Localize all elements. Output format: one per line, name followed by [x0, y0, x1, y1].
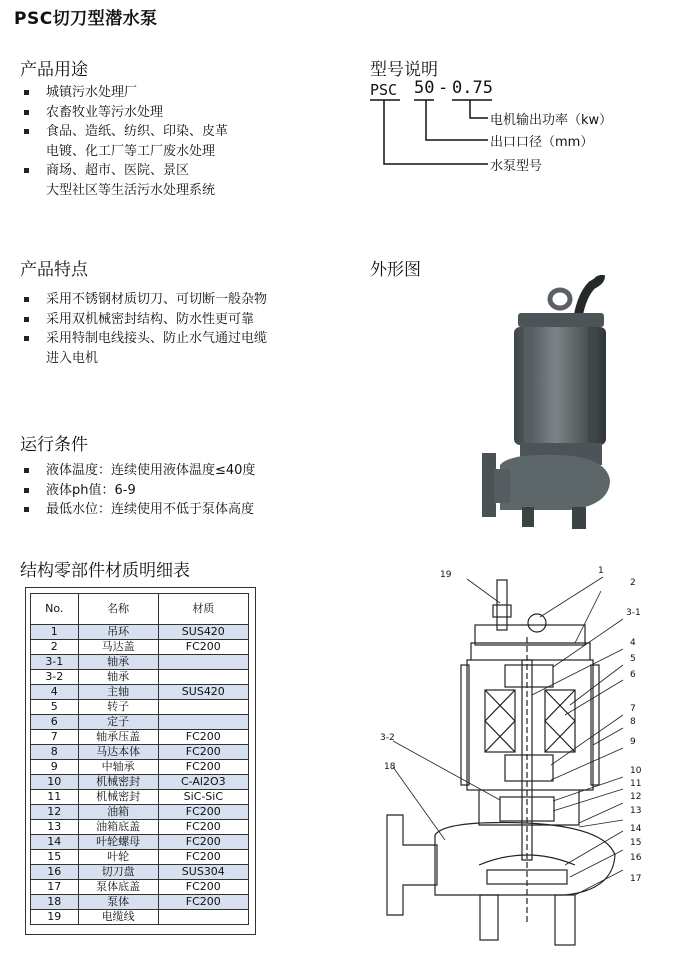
callout-5: 5	[630, 654, 636, 664]
condition-item	[20, 461, 350, 481]
cell-name: 中轴承	[78, 760, 158, 775]
callout-3-1: 3-1	[626, 608, 641, 618]
usage-list	[20, 83, 350, 200]
table-row	[31, 655, 249, 670]
parts-table-header	[31, 594, 249, 625]
cell-name: 吊环	[78, 625, 158, 640]
callout-6: 6	[630, 670, 636, 680]
cell-name: 叶轮螺母	[78, 835, 158, 850]
cell-no: 11	[31, 790, 79, 805]
table-row	[31, 865, 249, 880]
table-row	[31, 760, 249, 775]
callout-17: 17	[630, 874, 642, 884]
cell-material: SUS420	[158, 685, 248, 700]
callout-1: 1	[598, 566, 604, 576]
callout-8: 8	[630, 717, 636, 727]
model-heading: 型号说明	[370, 60, 438, 80]
cell-name: 轴承	[78, 670, 158, 685]
appearance-heading: 外形图	[370, 260, 421, 280]
cell-name: 切刀盘	[78, 865, 158, 880]
header-no: No.	[31, 594, 79, 625]
cell-material	[158, 910, 248, 925]
cell-name: 轴承压盖	[78, 730, 158, 745]
callout-14: 14	[630, 824, 642, 834]
cell-name: 定子	[78, 715, 158, 730]
usage-heading: 产品用途	[20, 60, 88, 80]
feature-item	[20, 310, 350, 330]
table-row	[31, 745, 249, 760]
usage-item	[20, 103, 350, 123]
cell-material: FC200	[158, 640, 248, 655]
feature-item-text: 采用特制电线接头、防止水气通过电缆	[46, 331, 268, 346]
table-row	[31, 670, 249, 685]
table-row	[31, 910, 249, 925]
cell-no: 15	[31, 850, 79, 865]
cell-material: FC200	[158, 730, 248, 745]
table-row	[31, 700, 249, 715]
cell-material: FC200	[158, 820, 248, 835]
callout-11: 11	[630, 779, 642, 789]
callout-2: 2	[630, 578, 636, 588]
cell-no: 12	[31, 805, 79, 820]
bullet-icon	[24, 110, 29, 115]
condition-item	[20, 481, 350, 501]
bullet-icon	[24, 168, 29, 173]
cell-name: 泵体底盖	[78, 880, 158, 895]
bullet-icon	[24, 468, 29, 473]
callout-3-2: 3-2	[380, 733, 395, 743]
cell-name: 主轴	[78, 685, 158, 700]
model-dash: -	[438, 78, 449, 98]
usage-item-text-cont: 大型社区等生活污水处理系统	[46, 182, 216, 198]
table-row	[31, 850, 249, 865]
callout-10: 10	[630, 766, 642, 776]
model-label-outlet: 出口口径（mm）	[490, 135, 594, 150]
cell-name: 油箱底盖	[78, 820, 158, 835]
cell-name: 机械密封	[78, 775, 158, 790]
model-label-power: 电机输出功率（kw）	[490, 113, 613, 128]
cell-no: 4	[31, 685, 79, 700]
feature-item-text: 采用不锈钢材质切刀、可切断一般杂物	[46, 292, 268, 307]
cell-material: SiC-SiC	[158, 790, 248, 805]
callout-7: 7	[630, 704, 636, 714]
cell-no: 13	[31, 820, 79, 835]
model-diameter: 50	[414, 78, 435, 98]
cell-no: 2	[31, 640, 79, 655]
bullet-icon	[24, 507, 29, 512]
cell-name: 电缆线	[78, 910, 158, 925]
usage-item-text: 商场、超市、医院、景区	[46, 163, 190, 178]
feature-item	[20, 290, 350, 310]
cell-no: 17	[31, 880, 79, 895]
parts-heading: 结构零部件材质明细表	[20, 561, 190, 581]
cell-no: 8	[31, 745, 79, 760]
feature-item-text-cont: 进入电机	[46, 350, 99, 366]
usage-item-text: 城镇污水处理厂	[46, 85, 138, 100]
cell-name: 马达盖	[78, 640, 158, 655]
cross-section-drawing	[375, 565, 680, 960]
features-list	[20, 290, 350, 368]
conditions-list	[20, 461, 350, 520]
usage-item-text-cont: 电镀、化工厂等工厂废水处理	[46, 143, 216, 159]
model-prefix: PSC	[370, 81, 398, 99]
table-row	[31, 895, 249, 910]
cell-material	[158, 715, 248, 730]
table-row	[31, 880, 249, 895]
cell-name: 马达本体	[78, 745, 158, 760]
bullet-icon	[24, 129, 29, 134]
table-row	[31, 730, 249, 745]
table-row	[31, 625, 249, 640]
condition-item-text: 最低水位：连续使用不低于泵体高度	[46, 502, 255, 517]
table-row	[31, 790, 249, 805]
cell-material: SUS420	[158, 625, 248, 640]
bullet-icon	[24, 488, 29, 493]
cell-no: 5	[31, 700, 79, 715]
usage-item	[20, 83, 350, 103]
cell-material	[158, 670, 248, 685]
conditions-heading: 运行条件	[20, 435, 88, 455]
cell-name: 叶轮	[78, 850, 158, 865]
cell-material	[158, 655, 248, 670]
model-diagram	[370, 78, 700, 188]
table-row	[31, 805, 249, 820]
cell-material: FC200	[158, 850, 248, 865]
callout-4: 4	[630, 638, 636, 648]
callout-12: 12	[630, 792, 642, 802]
cell-material: FC200	[158, 760, 248, 775]
cell-material: FC200	[158, 805, 248, 820]
cell-no: 18	[31, 895, 79, 910]
callout-19: 19	[440, 570, 452, 580]
cell-name: 油箱	[78, 805, 158, 820]
bullet-icon	[24, 317, 29, 322]
table-row	[31, 820, 249, 835]
table-row	[31, 640, 249, 655]
cell-name: 转子	[78, 700, 158, 715]
callout-9: 9	[630, 737, 636, 747]
features-heading: 产品特点	[20, 260, 88, 280]
cell-no: 19	[31, 910, 79, 925]
cell-no: 1	[31, 625, 79, 640]
callout-16: 16	[630, 853, 642, 863]
callout-13: 13	[630, 806, 642, 816]
cell-material: FC200	[158, 835, 248, 850]
usage-item	[20, 161, 350, 200]
cell-no: 3-1	[31, 655, 79, 670]
cell-material: FC200	[158, 880, 248, 895]
cell-name: 泵体	[78, 895, 158, 910]
header-name: 名称	[78, 594, 158, 625]
condition-item-text: 液体温度：连续使用液体温度≤40度	[46, 463, 256, 478]
model-label-type: 水泵型号	[490, 159, 543, 174]
table-row	[31, 775, 249, 790]
cell-material: C-Al2O3	[158, 775, 248, 790]
feature-item	[20, 329, 350, 368]
parts-table	[30, 593, 249, 925]
cell-material: FC200	[158, 895, 248, 910]
cell-no: 14	[31, 835, 79, 850]
cell-material: SUS304	[158, 865, 248, 880]
condition-item	[20, 500, 350, 520]
cell-material: FC200	[158, 745, 248, 760]
bullet-icon	[24, 297, 29, 302]
cell-material	[158, 700, 248, 715]
feature-item-text: 采用双机械密封结构、防水性更可靠	[46, 311, 255, 327]
usage-item	[20, 122, 350, 161]
usage-item-text: 食品、造纸、纺织、印染、皮革	[46, 124, 229, 139]
cell-no: 16	[31, 865, 79, 880]
pump-photo	[460, 275, 630, 535]
cell-no: 6	[31, 715, 79, 730]
condition-item-text: 液体ph值：6-9	[46, 482, 136, 498]
callout-18: 18	[384, 762, 396, 772]
model-power: 0.75	[452, 78, 493, 98]
cell-no: 3-2	[31, 670, 79, 685]
cell-name: 轴承	[78, 655, 158, 670]
table-row	[31, 835, 249, 850]
table-row	[31, 685, 249, 700]
table-row	[31, 715, 249, 730]
cell-name: 机械密封	[78, 790, 158, 805]
callout-15: 15	[630, 838, 642, 848]
page-title: PSC切刀型潜水泵	[14, 9, 158, 29]
cell-no: 7	[31, 730, 79, 745]
cell-no: 9	[31, 760, 79, 775]
cell-no: 10	[31, 775, 79, 790]
bullet-icon	[24, 336, 29, 341]
usage-item-text: 农畜牧业等污水处理	[46, 104, 164, 120]
bullet-icon	[24, 90, 29, 95]
header-material: 材质	[158, 594, 248, 625]
